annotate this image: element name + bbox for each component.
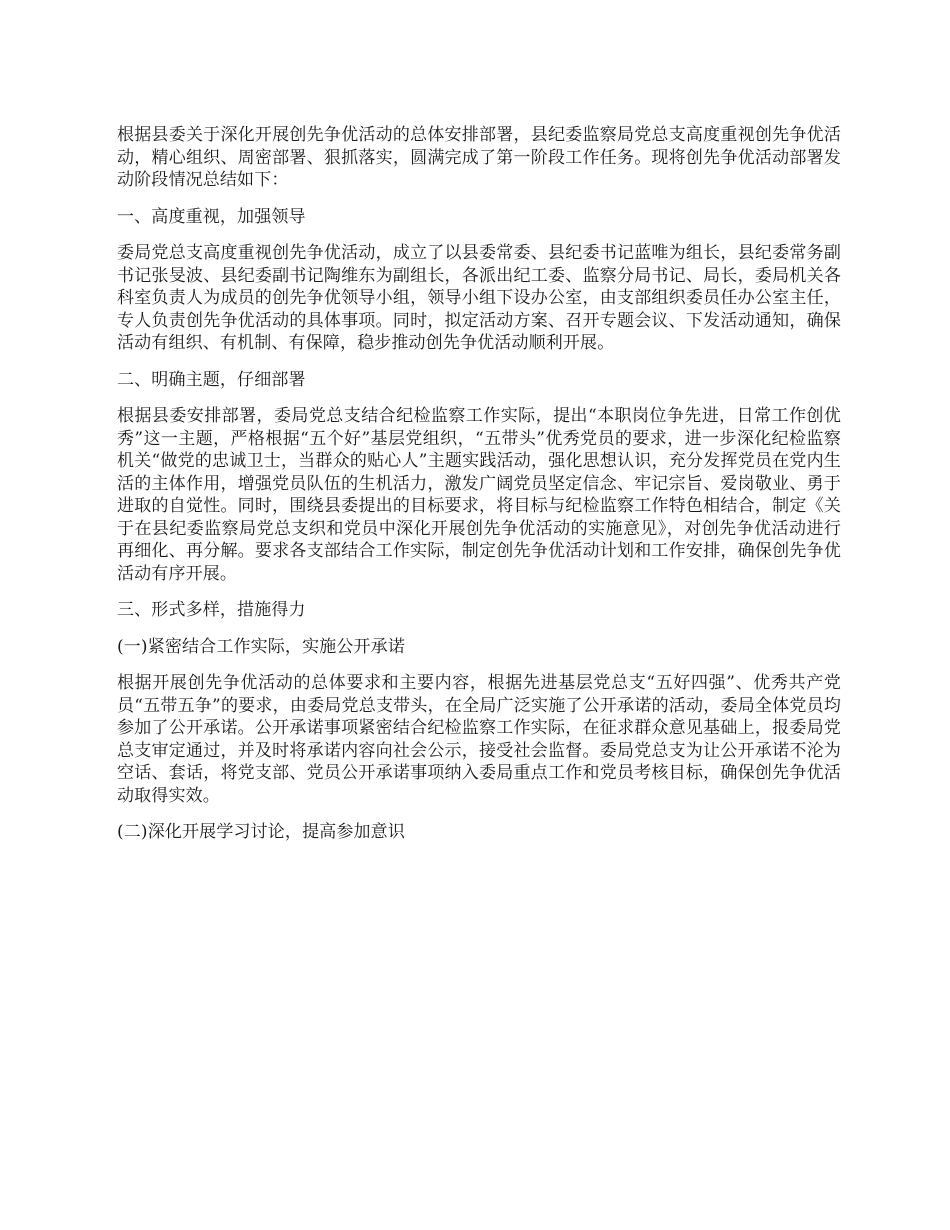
section-3-heading: 三、形式多样，措施得力 bbox=[117, 600, 306, 620]
subsection-1-paragraph: 根据开展创先争优活动的总体要求和主要内容，根据先进基层党总支“五好四强”、优秀共产党员“五带五争”的要求，由委局党总支带头，在全局广泛实施了公开承诺的活动，委局全体党员均参加了公开承诺。公开承诺事项紧密结合纪检监察工作实际，在征求群众意见基础上，报委局党总支审定通过，并及时将承诺内容向社会公示，接受社会监督。委局党总支为让公开承诺不沦为空话、套话，将党支部、党员公开承诺事项纳入委局重点工作和党员考核目标，确保创先争优活动取得实效。 bbox=[117, 673, 841, 806]
section-1-paragraph: 委局党总支高度重视创先争优活动，成立了以县委常委、县纪委书记蓝唯为组长，县纪委常务副书记张旻波、县纪委副书记陶维东为副组长，各派出纪工委、监察分局书记、局长，委局机关各科室负责人为成员的创先争优领导小组，领导小组下设办公室，由支部组织委员任办公室主任，专人负责创先争优活动的具体事项。同时，拟定活动方案、召开专题会议、下发活动通知，确保活动有组织、有机制、有保障，稳步推动创先争优活动顺利开展。 bbox=[117, 243, 841, 353]
document-page bbox=[117, 124, 841, 858]
section-2-paragraph: 根据县委安排部署，委局党总支结合纪检监察工作实际，提出“本职岗位争先进，日常工作创优秀”这一主题，严格根据“五个好”基层党组织，“五带头”优秀党员的要求，进一步深化纪检监察机关“做党的忠诚卫士，当群众的贴心人”主题实践活动，强化思想认识，充分发挥党员在党内生活的主体作用，增强党员队伍的生机活力，激发广阔党员坚定信念、牢记宗旨、爱岗敬业、勇于进取的自觉性。同时，围绕县委提出的目标要求，将目标与纪检监察工作特色相结合，制定《关于在县纪委监察局党总支织和党员中深化开展创先争优活动的实施意见》，对创先争优活动进行再细化、再分解。要求各支部结合工作实际，制定创先争优活动计划和工作安排，确保创先争优活动有序开展。 bbox=[117, 406, 841, 584]
subsection-1-heading: (一)紧密结合工作实际，实施公开承诺 bbox=[117, 636, 405, 657]
subsection-2-heading: (二)深化开展学习讨论，提高参加意识 bbox=[117, 822, 405, 842]
section-2-heading: 二、明确主题，仔细部署 bbox=[117, 369, 306, 390]
section-1-heading: 一、高度重视，加强领导 bbox=[117, 206, 306, 227]
intro-paragraph: 根据县委关于深化开展创先争优活动的总体安排部署，县纪委监察局党总支高度重视创先争优活动，精心组织、周密部署、狠抓落实，圆满完成了第一阶段工作任务。现将创先争优活动部署发动阶段情况总结如下： bbox=[117, 125, 841, 190]
